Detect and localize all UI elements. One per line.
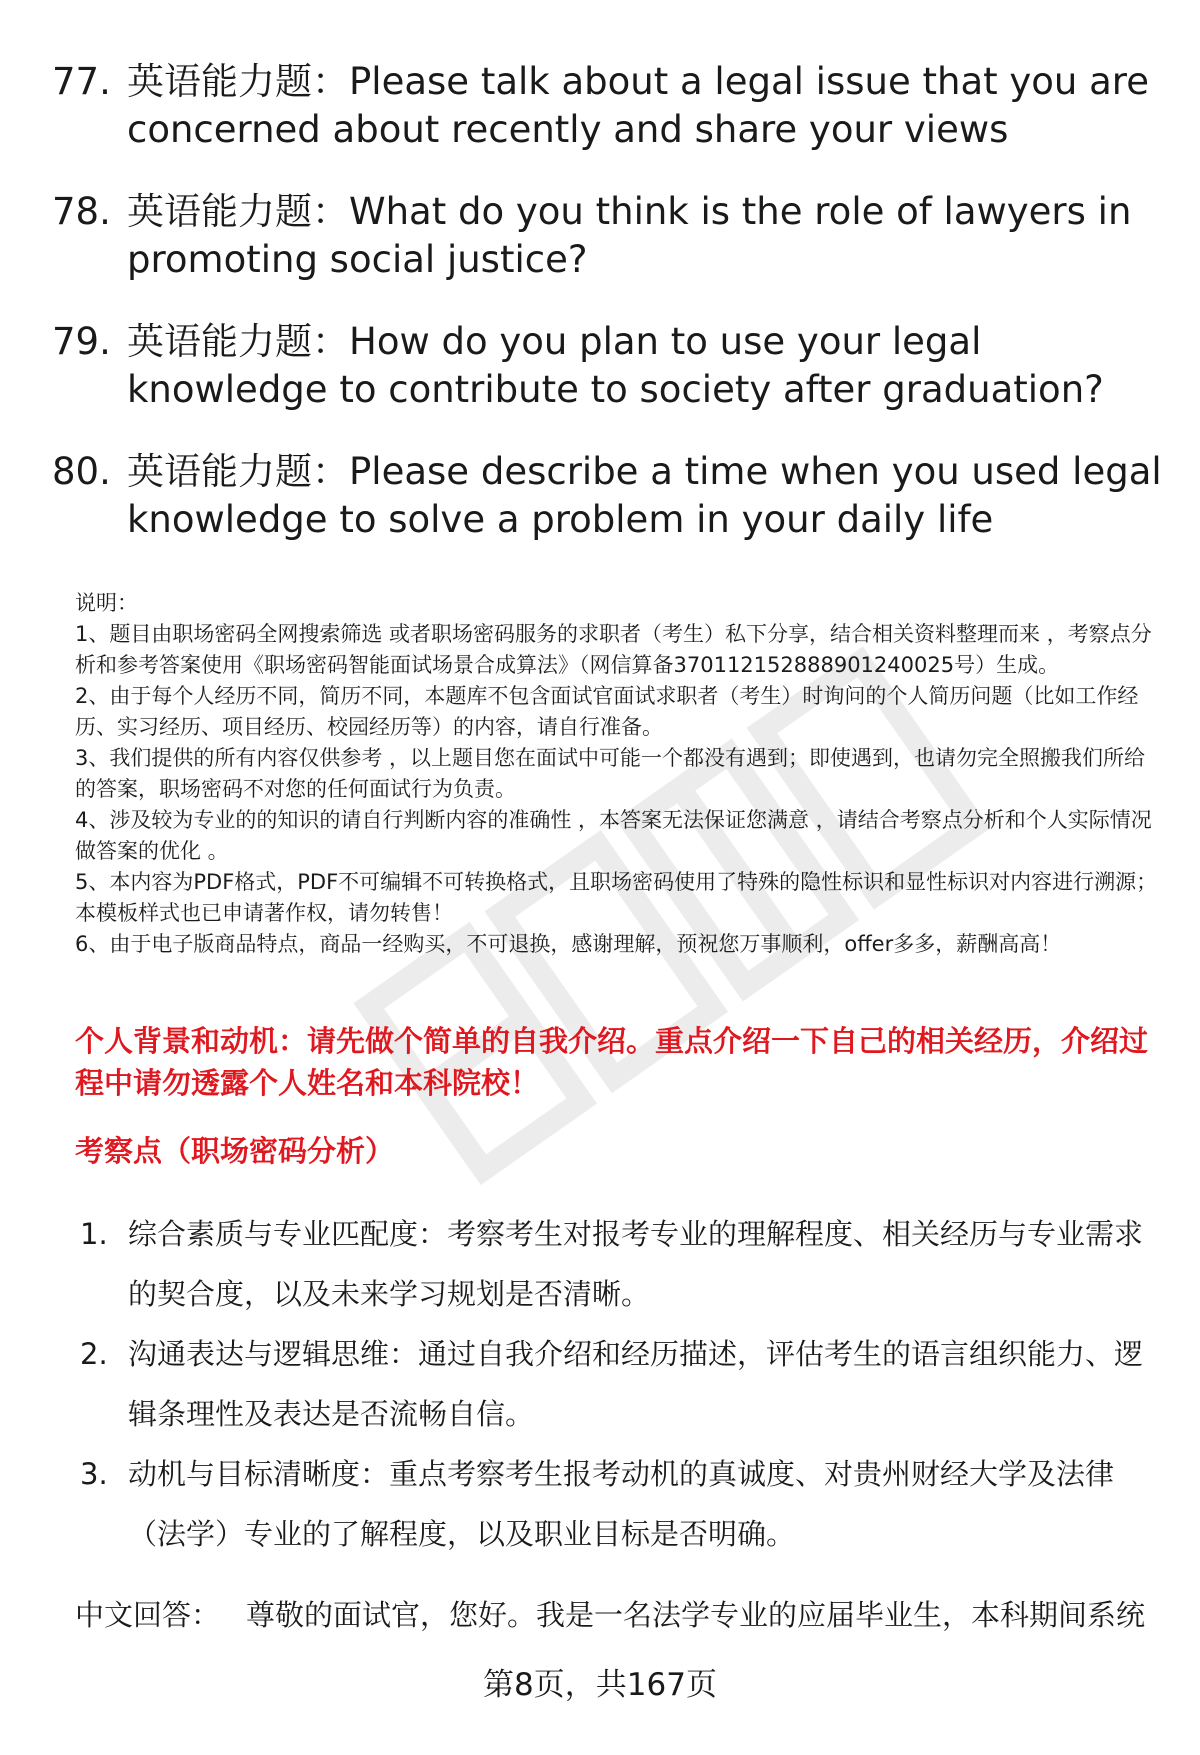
answer-text: 尊敬的面试官，您好。我是一名法学专业的应届毕业生，本科期间系统 (246, 1598, 1146, 1632)
question-item (52, 58, 1162, 154)
point-number: 3. (80, 1457, 108, 1491)
note-item: 5、本内容为PDF格式，PDF不可编辑不可转换格式，且职场密码使用了特殊的隐性标识和显性标识对内容进行溯源；本模板样式也已申请著作权，请勿转售！ (75, 870, 1158, 925)
question-item (52, 318, 1162, 414)
point-text: 沟通表达与逻辑思维：通过自我介绍和经历描述，评估考生的语言组织能力、逻辑条理性及表达是否流畅自信。 (128, 1337, 1144, 1431)
analysis-points (80, 1204, 1160, 1564)
answer-paragraph (75, 1594, 1175, 1636)
analysis-point (80, 1444, 1160, 1564)
question-number: 77. (52, 60, 111, 103)
question-text: 英语能力题：Please describe a time when you used legal knowledge to solve a problem in your daily life (127, 450, 1162, 541)
question-number: 79. (52, 320, 111, 363)
question-text: 英语能力题：How do you plan to use your legal knowledge to contribute to society after graduation? (127, 320, 1104, 411)
section-title: 个人背景和动机：请先做个简单的自我介绍。重点介绍一下自己的相关经历，介绍过程中请勿透露个人姓名和本科院校！ (75, 1024, 1149, 1100)
question-number: 80. (52, 450, 111, 493)
answer-label: 中文回答： (75, 1598, 221, 1632)
point-text: 综合素质与专业匹配度：考察考生对报考专业的理解程度、相关经历与专业需求的契合度，以及未来学习规划是否清晰。 (128, 1217, 1144, 1311)
question-item (52, 188, 1162, 284)
disclaimer-notes (75, 588, 1160, 960)
notes-title: 说明： (75, 591, 138, 615)
note-item: 3、我们提供的所有内容仅供参考 ，以上题目您在面试中可能一个都没有遇到；即使遇到，也请勿完全照搬我们所给的答案，职场密码不对您的任何面试行为负责。 (75, 746, 1146, 801)
question-list (52, 58, 1162, 578)
note-item: 4、涉及较为专业的的知识的请自行判断内容的准确性 ，本答案无法保证您满意 ，请结合考察点分析和个人实际情况做答案的优化 。 (75, 808, 1152, 863)
page-number: 第8页，共167页 (483, 1667, 717, 1703)
point-text: 动机与目标清晰度：重点考察考生报考动机的真诚度、对贵州财经大学及法律（法学）专业的了解程度，以及职业目标是否明确。 (128, 1457, 1115, 1551)
analysis-title: 考察点（职场密码分析） (75, 1134, 395, 1168)
analysis-point (80, 1324, 1160, 1444)
point-number: 1. (80, 1217, 108, 1251)
point-number: 2. (80, 1337, 108, 1371)
question-text: 英语能力题：What do you think is the role of lawyers in promoting social justice? (127, 190, 1132, 281)
note-item: 6、由于电子版商品特点，商品一经购买，不可退换，感谢理解，预祝您万事顺利，offer多多，薪酬高高！ (75, 932, 1062, 956)
analysis-point (80, 1204, 1160, 1324)
question-number: 78. (52, 190, 111, 233)
note-item: 2、由于每个人经历不同，简历不同，本题库不包含面试官面试求职者（考生）时询问的个人简历问题（比如工作经历、实习经历、项目经历、校园经历等）的内容，请自行准备。 (75, 684, 1139, 739)
question-item (52, 448, 1162, 544)
question-text: 英语能力题：Please talk about a legal issue that you are concerned about recently and share your views (127, 60, 1149, 151)
note-item: 1、题目由职场密码全网搜索筛选 或者职场密码服务的求职者（考生）私下分享，结合相关资料整理而来 ，考察点分析和参考答案使用《职场密码智能面试场景合成算法》（网信算备370112152888901240025号）生成。 (75, 622, 1152, 677)
